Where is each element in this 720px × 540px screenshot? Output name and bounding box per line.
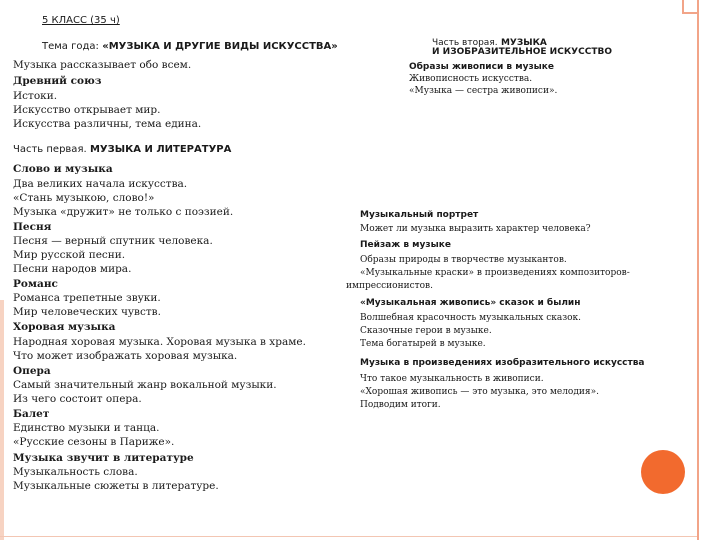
- section-line: Мир русской песни.: [13, 249, 126, 261]
- section-line: Музыкальность слова.: [13, 466, 138, 478]
- part2-prefix: Часть вторая.: [432, 38, 498, 48]
- frame-left-strip: [0, 300, 4, 540]
- section-line: импрессионистов.: [346, 281, 433, 291]
- section-line: Сказочные герои в музыке.: [360, 326, 492, 336]
- section-line: Самый значительный жанр вокальной музыки.: [13, 379, 277, 391]
- section-line: Музыкальные сюжеты в литературе.: [13, 480, 219, 492]
- section-heading: «Музыкальная живопись» сказок и былин: [360, 298, 581, 308]
- section-line: Живописность искусства.: [409, 74, 533, 84]
- frame-corner: [682, 0, 697, 14]
- intro-line: Истоки.: [13, 90, 58, 102]
- year-theme: [42, 40, 338, 53]
- section-heading: Песня: [13, 221, 52, 233]
- section-line: «Музыкальные краски» в произведениях композиторов-: [360, 268, 630, 278]
- section-line: «Хорошая живопись — это музыка, это мелодия».: [360, 387, 599, 397]
- section-line: Волшебная красочность музыкальных сказок.: [360, 313, 582, 323]
- section-heading: Музыка звучит в литературе: [13, 452, 194, 464]
- section-line: Подводим итоги.: [360, 400, 441, 410]
- part2-title-2: И ИЗОБРАЗИТЕЛЬНОЕ ИСКУССТВО: [432, 47, 612, 57]
- section-heading: Образы живописи в музыке: [409, 62, 555, 72]
- section-line: «Музыка — сестра живописи».: [409, 86, 558, 96]
- section-line: Романса трепетные звуки.: [13, 292, 161, 304]
- section-line: Может ли музыка выразить характер человека?: [360, 224, 591, 234]
- section-line: Народная хоровая музыка. Хоровая музыка в храме.: [13, 336, 306, 348]
- grade-label: 5 КЛАСС (35 ч): [42, 15, 120, 26]
- section-heading: Музыкальный портрет: [360, 210, 479, 220]
- intro-line: Музыка рассказывает обо всем.: [13, 59, 192, 71]
- section-line: Музыка «дружит» не только с поэзией.: [13, 206, 234, 218]
- section-heading: Романс: [13, 278, 58, 290]
- year-theme-title: «МУЗЫКА И ДРУГИЕ ВИДЫ ИСКУССТВА»: [102, 41, 338, 52]
- section-line: Образы природы в творчестве музыкантов.: [360, 255, 567, 265]
- section-line: Песня — верный спутник человека.: [13, 235, 213, 247]
- frame-bottom-line: [0, 536, 697, 537]
- year-theme-prefix: Тема года:: [42, 41, 99, 52]
- section-heading: Хоровая музыка: [13, 321, 116, 333]
- section-heading: Музыка в произведениях изобразительного искусства: [360, 358, 645, 368]
- intro-line: Искусства различны, тема едина.: [13, 118, 202, 130]
- part2-title-1: МУЗЫКА: [500, 38, 547, 48]
- section-line: Два великих начала искусства.: [13, 178, 188, 190]
- section-line: Из чего состоит опера.: [13, 393, 142, 405]
- section-line: Единство музыки и танца.: [13, 422, 160, 434]
- section-line: Песни народов мира.: [13, 263, 132, 275]
- part1-title: МУЗЫКА И ЛИТЕРАТУРА: [89, 144, 232, 155]
- section-line: «Стань музыкою, слово!»: [13, 192, 155, 204]
- frame-right-border: [697, 0, 699, 540]
- section-heading: Пейзаж в музыке: [360, 240, 451, 250]
- intro-heading: Древний союз: [13, 75, 102, 87]
- section-heading: Слово и музыка: [13, 163, 113, 175]
- part1-header: [13, 143, 231, 156]
- section-line: Что может изображать хоровая музыка.: [13, 350, 238, 362]
- section-line: Что такое музыкальность в живописи.: [360, 374, 544, 384]
- section-heading: Балет: [13, 408, 50, 420]
- section-line: Мир человеческих чувств.: [13, 306, 161, 318]
- section-line: Тема богатырей в музыке.: [360, 339, 486, 349]
- section-heading: Опера: [13, 365, 51, 377]
- part1-prefix: Часть первая.: [13, 144, 87, 155]
- intro-line: Искусство открывает мир.: [13, 104, 161, 116]
- orange-circle-decoration: [641, 450, 685, 494]
- section-line: «Русские сезоны в Париже».: [13, 436, 175, 448]
